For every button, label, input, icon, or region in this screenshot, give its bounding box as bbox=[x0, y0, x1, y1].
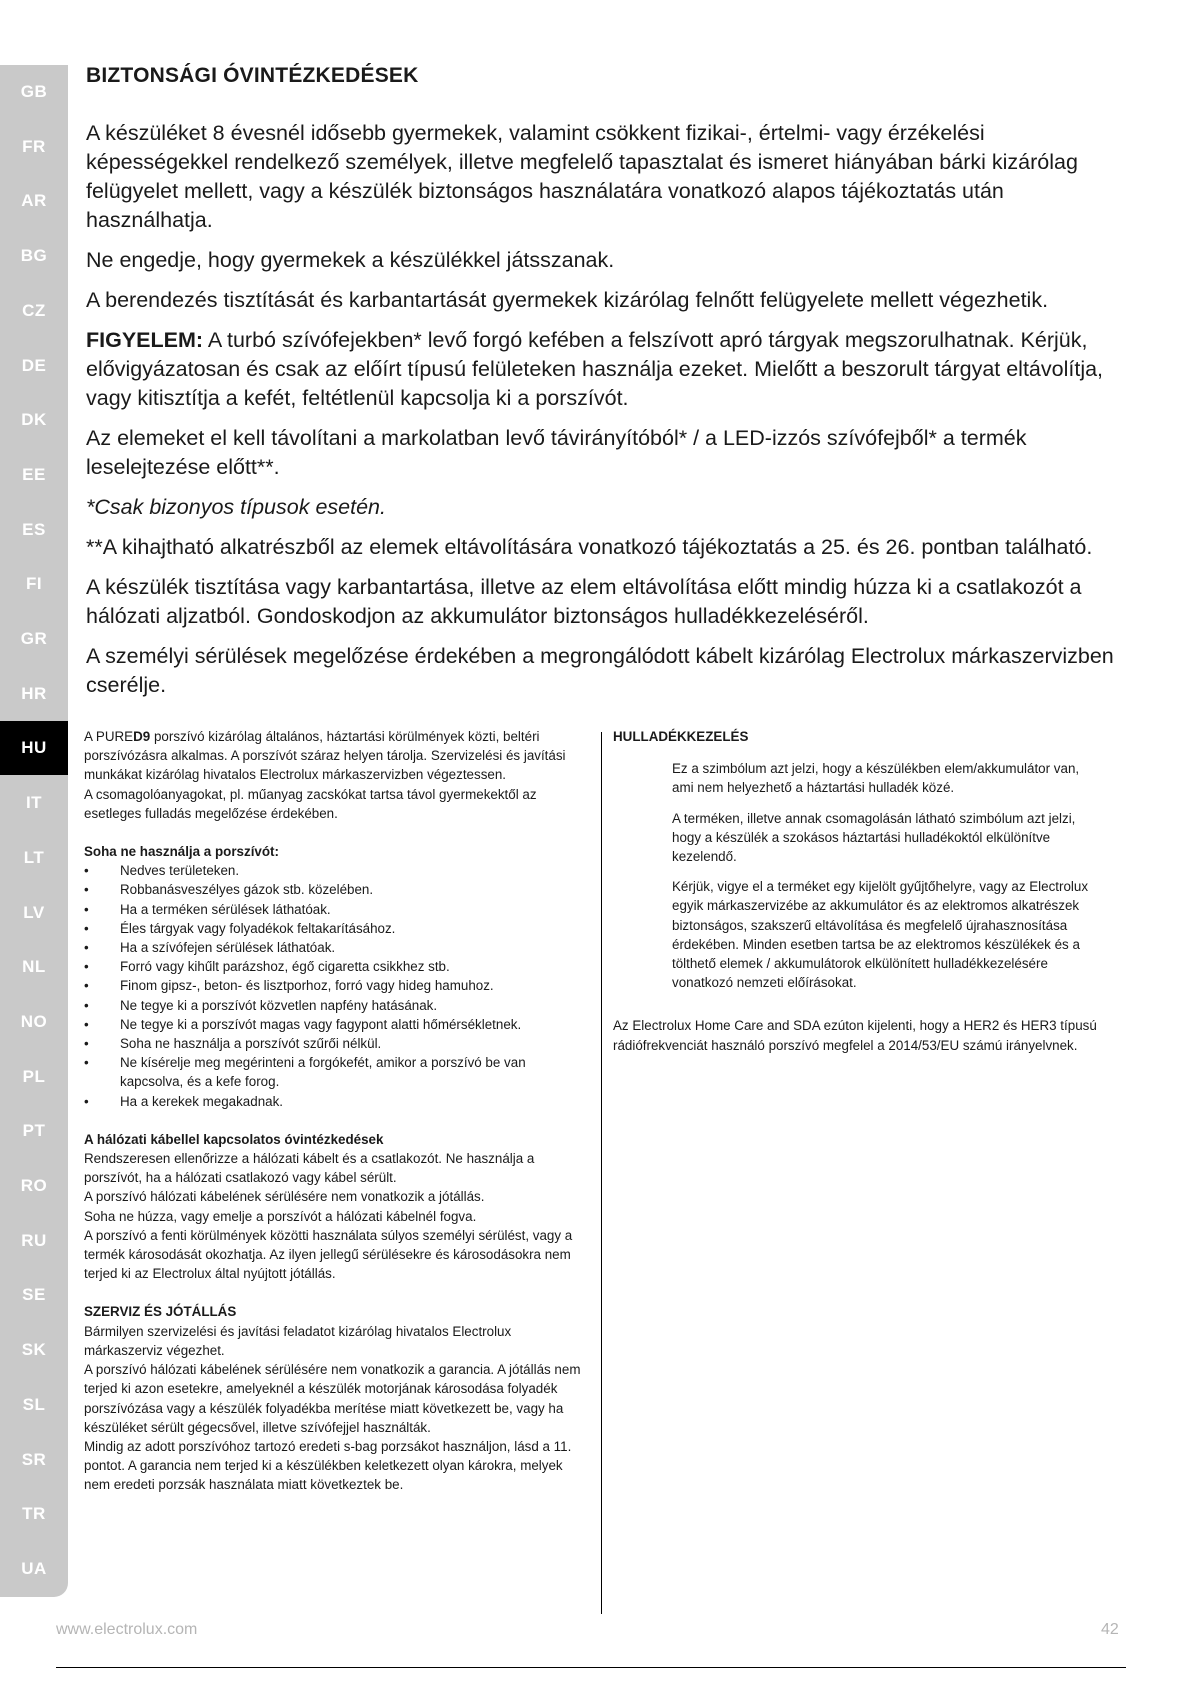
left-column bbox=[84, 727, 589, 1495]
never-use-heading: Soha ne használja a porszívót: bbox=[84, 844, 279, 860]
cable-paragraph: Soha ne húzza, vagy emelje a porszívót a hálózati kábelnél fogva. bbox=[84, 1208, 477, 1224]
page-number: 42 bbox=[1101, 1621, 1119, 1638]
safety-section bbox=[86, 64, 1126, 711]
service-paragraph: Mindig az adott porszívóhoz tartozó eredeti s-bag porzsákot használjon, lásd a 11. pontot. A garancia nem terjed ki a készülékben keletkezett olyan károkra, melyek nem eredeti porzsák használata miatt következtek be. bbox=[84, 1438, 572, 1493]
waste-symbol-paragraph: A terméken, illetve annak csomagolásán látható szimbólum azt jelzi, hogy a készülék a szokásos háztartási hulladékoktól elkülönítve kezelendő. bbox=[672, 810, 1076, 865]
warning-label: FIGYELEM: bbox=[86, 328, 204, 352]
safety-paragraph-batteries: Az elemeket el kell távolítani a markolatban levő távirányítóból* / a LED-izzós szívófejből* a termék leselejtezése előtt**. bbox=[86, 426, 1027, 479]
page-title: BIZTONSÁGI ÓVINTÉZKEDÉSEK bbox=[86, 64, 419, 87]
list-item: • Éles tárgyak vagy folyadékok feltakarításához. bbox=[84, 919, 589, 938]
language-sidebar bbox=[0, 65, 68, 1597]
column-divider bbox=[601, 732, 602, 1614]
spacer bbox=[84, 1111, 589, 1130]
cable-paragraph: Rendszeresen ellenőrizze a hálózati kábelt és a csatlakozót. Ne használja a porszívót, ha a hálózati csatlakozó vagy kábel sérült. bbox=[84, 1151, 535, 1186]
lang-tab-es[interactable]: ES bbox=[22, 519, 46, 539]
lang-tab-ru[interactable]: RU bbox=[21, 1230, 47, 1250]
safety-paragraph-warning bbox=[86, 326, 1126, 413]
list-item: • Ne kísérelje meg megérinteni a forgókefét, amikor a porszívó be van kapcsolva, és a kefe forog. bbox=[84, 1053, 589, 1091]
list-item: • Ne tegye ki a porszívót magas vagy fagypont alatti hőmérsékletnek. bbox=[84, 1015, 589, 1034]
list-item: • Ha a szívófejen sérülések láthatóak. bbox=[84, 938, 589, 957]
safety-paragraph-play: Ne engedje, hogy gyermekek a készülékkel játsszanak. bbox=[86, 248, 615, 272]
lang-tab-nl[interactable]: NL bbox=[22, 957, 46, 977]
lang-tab-ar[interactable]: AR bbox=[21, 191, 47, 211]
cable-paragraph: A porszívó hálózati kábelének sérülésére nem vonatkozik a jótállás. bbox=[84, 1189, 485, 1205]
disposal-heading: HULLADÉKKEZELÉS bbox=[613, 729, 749, 744]
intro-paragraph bbox=[84, 727, 589, 785]
list-item: • Ha a terméken sérülések láthatóak. bbox=[84, 900, 589, 919]
safety-paragraph-footnote bbox=[86, 493, 1126, 522]
list-item: • Robbanásveszélyes gázok stb. közelében. bbox=[84, 880, 589, 899]
lang-tab-sr[interactable]: SR bbox=[21, 1449, 47, 1469]
lang-tab-cz[interactable]: CZ bbox=[22, 300, 46, 320]
footer-website[interactable]: www.electrolux.com bbox=[56, 1621, 198, 1638]
lang-tab-hu-active[interactable]: HU bbox=[0, 721, 68, 775]
lang-tab-de[interactable]: DE bbox=[21, 355, 47, 375]
lang-tab-pt[interactable]: PT bbox=[22, 1121, 46, 1141]
lang-tab-lt[interactable]: LT bbox=[23, 847, 45, 867]
lang-tab-it[interactable]: IT bbox=[25, 793, 43, 813]
model-name: D9 bbox=[133, 729, 151, 744]
service-paragraph: A porszívó hálózati kábelének sérülésére nem vonatkozik a garancia. A jótállás nem terjed ki azon esetekre, amelyeknél a készülék motorjának károsodása folyadék porszívózása vagy a készülék folyadékba merítése miatt következett be, vagy ha készüléket sérült gégecsővel, illetve szívófejjel használták. bbox=[84, 1362, 581, 1435]
lang-tab-no[interactable]: NO bbox=[20, 1011, 48, 1031]
safety-paragraph-unplug: A készülék tisztítása vagy karbantartása, illetve az elem eltávolítása előtt mindig húzza ki a csatlakozót a hálózati aljzatból. Gondoskodjon az akkumulátor biztonságos hulladékkezeléséről. bbox=[86, 575, 1082, 628]
safety-paragraph-battery-removal: **A kihajtható alkatrészből az elemek eltávolítására vonatkozó tájékoztatás a 25. és 26. pontban található. bbox=[86, 535, 1093, 559]
safety-paragraph-cleaning: A berendezés tisztítását és karbantartását gyermekek kizárólag felnőtt felügyelete mellett végezhetik. bbox=[86, 288, 1049, 312]
lang-tab-sk[interactable]: SK bbox=[21, 1340, 47, 1360]
conformity-declaration: Az Electrolux Home Care and SDA ezúton kijelenti, hogy a HER2 és HER3 típusú rádiófrekvenciát használó porszívó megfelel a 2014/53/EU számú irányelvnek. bbox=[613, 1018, 1097, 1053]
intro-text-a: A PURE bbox=[84, 729, 134, 744]
lang-tab-ee[interactable]: EE bbox=[22, 464, 46, 484]
list-item: • Soha ne használja a porszívót szűrői nélkül. bbox=[84, 1034, 589, 1053]
lang-tab-bg[interactable]: BG bbox=[20, 246, 48, 266]
lang-tab-se[interactable]: SE bbox=[22, 1285, 46, 1305]
cable-heading: A hálózati kábellel kapcsolatos óvintézkedések bbox=[84, 1131, 384, 1147]
lang-tab-lv[interactable]: LV bbox=[23, 902, 45, 922]
lang-tab-pl[interactable]: PL bbox=[22, 1066, 46, 1086]
list-item: • Nedves területeken. bbox=[84, 861, 589, 880]
battery-symbol-paragraph: Ez a szimbólum azt jelzi, hogy a készülékben elem/akkumulátor van, ami nem helyezhető a háztartási hulladék közé. bbox=[672, 761, 1080, 796]
packaging-paragraph: A csomagolóanyagokat, pl. műanyag zacskókat tartsa távol gyermekektől az esetleges fulladás megelőzése érdekében. bbox=[84, 786, 537, 821]
safety-paragraph-cable: A személyi sérülések megelőzése érdekében a megrongálódott kábelt kizárólag Electrolux márkaszervizben cserélje. bbox=[86, 644, 1114, 697]
cable-paragraph: A porszívó a fenti körülmények közötti használata súlyos személyi sérülést, vagy a termék károsodását okozhatja. Az ilyen jellegű sérülésekre és károsodásokra nem terjed ki az Electrolux által nyújtott jótállás. bbox=[84, 1227, 573, 1282]
list-item: • Ha a kerekek megakadnak. bbox=[84, 1092, 589, 1111]
footer-divider bbox=[56, 1667, 1126, 1668]
lang-tab-gr[interactable]: GR bbox=[20, 629, 48, 648]
list-item: • Forró vagy kihűlt parázshoz, égő cigaretta csikkhez stb. bbox=[84, 957, 589, 976]
lang-tab-gb[interactable]: GB bbox=[20, 82, 48, 101]
spacer bbox=[84, 1283, 589, 1302]
safety-paragraph-children: A készüléket 8 évesnél idősebb gyermekek, valamint csökkent fizikai-, értelmi- vagy érzékelési képességekkel rendelkező személyek, illetve megfelelő tapasztalat és ismeret hiányában bárki kizárólag felügyelet mellett, vagy a készülék biztonságos használatára vonatkozó alapos tájékoztatás után használhatja. bbox=[86, 121, 1078, 232]
recycling-paragraph: Kérjük, vigye el a terméket egy kijelölt gyűjtőhelyre, vagy az Electrolux egyik márkaszervizébe az akkumulátor és az elektromos alkatrészek biztonságos, szakszerű eltávolítása és megfelelő újrahasznosítása érdekében. Minden esetben tartsa be az elektromos készülékek és a tölthető elemek / akkumulátorok elkülönített hulladékkezelésére vonatkozó nemzeti előírásokat. bbox=[672, 879, 1089, 991]
list-item: • Finom gipsz-, beton- és lisztporhoz, forró vagy hideg hamuhoz. bbox=[84, 976, 589, 995]
never-use-list bbox=[84, 861, 589, 1111]
warning-text: A turbó szívófejekben* levő forgó kefében a felszívott apró tárgyak megszorulhatnak. Kérjük, elővigyázatosan és csak az előírt típusú felületeken használja ezeket. Mielőtt a beszorult tárgyat eltávolítja, vagy kitisztítja a kefét, feltétlenül kapcsolja ki a porszívót. bbox=[86, 328, 1104, 410]
spacer bbox=[84, 823, 589, 842]
service-paragraph: Bármilyen szervizelési és javítási feladatot kizárólag hivatalos Electrolux márkaszerviz végezhet. bbox=[84, 1323, 512, 1358]
right-column bbox=[613, 727, 1100, 1068]
lang-tab-ro[interactable]: RO bbox=[20, 1176, 48, 1195]
lang-tab-dk[interactable]: DK bbox=[21, 410, 47, 430]
lang-tab-tr[interactable]: TR bbox=[22, 1504, 46, 1524]
lang-tab-fi[interactable]: FI bbox=[25, 574, 43, 594]
lang-tab-fr[interactable]: FR bbox=[22, 136, 46, 156]
list-item: • Ne tegye ki a porszívót közvetlen napfény hatásának. bbox=[84, 996, 589, 1015]
footnote-text: *Csak bizonyos típusok esetén. bbox=[86, 495, 386, 519]
intro-text-b: porszívó kizárólag általános, háztartási körülmények közti, beltéri porszívózásra alkalmas. A porszívót száraz helyen tárolja. Szervizelési és javítási munkákat kizárólag hivatalos Electrolux márkaszervizben végeztessen. bbox=[84, 729, 566, 783]
lang-tab-ua[interactable]: UA bbox=[21, 1558, 47, 1578]
lang-tab-hr[interactable]: HR bbox=[21, 683, 47, 703]
service-heading: SZERVIZ ÉS JÓTÁLLÁS bbox=[84, 1304, 237, 1320]
lang-tab-sl[interactable]: SL bbox=[22, 1394, 46, 1414]
